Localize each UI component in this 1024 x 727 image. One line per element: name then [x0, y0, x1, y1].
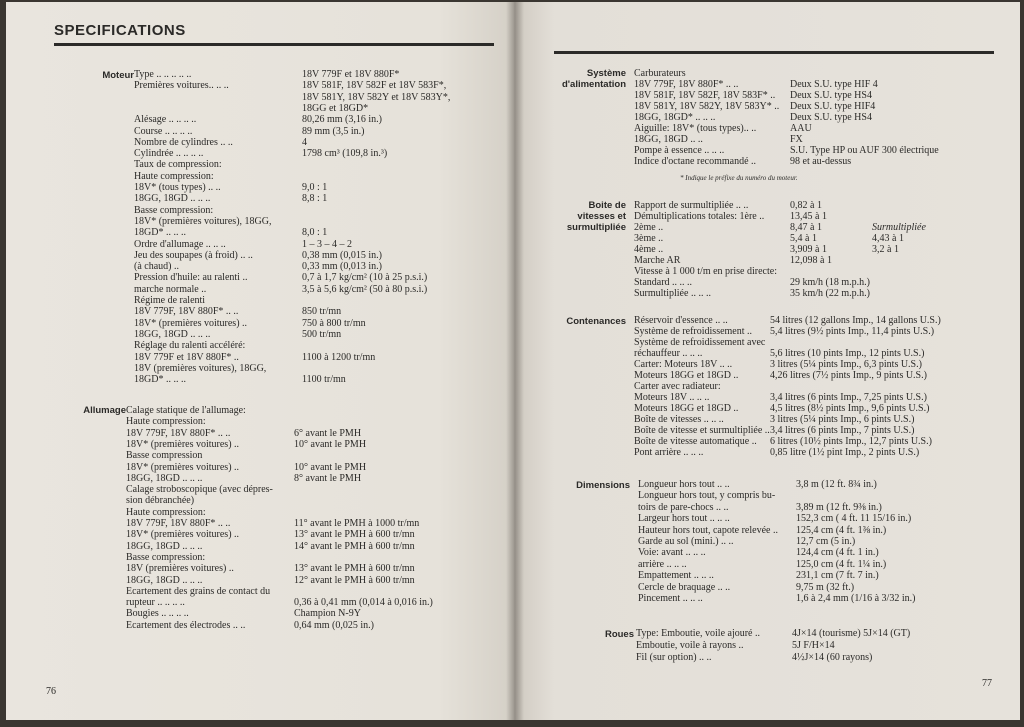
- spec-label: Haute compression:: [126, 416, 206, 428]
- spec-label: 18GG, 18GD .. .. ..: [134, 328, 211, 340]
- spec-value: 13,45 à 1: [790, 211, 827, 222]
- spec-value: 0,33 mm (0,013 in.): [302, 261, 382, 273]
- spec-label: Longueur hors tout .. ..: [638, 479, 730, 490]
- spec-value: 8° avant le PMH: [294, 472, 362, 484]
- spec-value: Champion N-9Y: [294, 608, 361, 620]
- spec-value: 1100 à 1200 tr/mn: [302, 351, 376, 363]
- spec-label: 18V* (premières voitures) ..: [134, 317, 248, 329]
- spec-label: Calage stroboscopique (avec dépres-: [126, 484, 273, 496]
- spec-value: 13° avant le PMH à 600 tr/mn: [294, 563, 415, 575]
- spec-value: 125,4 cm (4 ft. 1⅜ in.): [796, 524, 887, 536]
- spec-label: Standard .. .. ..: [634, 277, 693, 288]
- spec-value: 5J F/H×14: [792, 639, 835, 651]
- spec-label: 18V* (premières voitures) ..: [126, 438, 240, 450]
- spec-label: rupteur .. .. .. ..: [126, 597, 185, 609]
- spec-label: Surmultipliée .. .. ..: [634, 288, 711, 299]
- spec-label: Type: Emboutie, voile ajouré ..: [636, 628, 760, 639]
- spec-label: Pincement .. .. ..: [638, 593, 703, 604]
- spec-label: Carburateurs: [634, 68, 686, 79]
- spec-label: 18V 779F et 18V 880F* ..: [134, 351, 239, 363]
- spec-label: Voie: avant .. .. ..: [638, 547, 706, 559]
- title-rule: [54, 43, 494, 46]
- spec-label: 18GD* .. .. ..: [134, 227, 186, 239]
- spec-label: Réglage du ralenti accéléré:: [134, 340, 246, 352]
- spec-value: 6 litres (10½ pints Imp., 12,7 pints U.S.): [770, 436, 932, 447]
- open-manual: [6, 2, 1020, 724]
- section-label-allumage: Allumage: [83, 405, 126, 416]
- spec-label: arrière .. .. ..: [638, 558, 687, 570]
- spec-label: Empattement .. .. ..: [638, 570, 714, 582]
- spec-label: Boîte de vitesse et surmultipliée ..: [634, 425, 770, 436]
- spec-label: Indice d'octane recommandé ..: [634, 156, 757, 167]
- spec-value: 89 mm (3,5 in.): [302, 125, 365, 137]
- spec-label: 18GG, 18GD .. .. ..: [134, 193, 211, 205]
- spec-label: Système de refroidissement ..: [634, 326, 753, 337]
- spec-value: Deux S.U. type HS4: [790, 90, 872, 101]
- spec-value: 8,8 : 1: [302, 193, 328, 205]
- spec-label: Régime de ralenti: [134, 295, 206, 306]
- spec-label: 18GG, 18GD .. .. ..: [126, 540, 203, 552]
- spec-value: 4½J×14 (60 rayons): [792, 651, 873, 663]
- spec-value: Deux S.U. type HS4: [790, 112, 872, 123]
- spec-value: 0,85 litre (1½ pint Imp., 2 pints U.S.): [770, 447, 920, 458]
- spec-label: Cylindrée .. .. .. ..: [134, 148, 204, 160]
- spec-value: 3,4 litres (6 pints Imp., 7,25 pints U.S.): [770, 392, 927, 403]
- spec-label: 18V 581F, 18V 582F, 18V 583F* ..: [634, 90, 776, 101]
- spec-label: Pompe à essence .. .. ..: [634, 145, 725, 156]
- section-label-boite: [554, 200, 626, 233]
- spec-value: 1100 tr/mn: [302, 374, 346, 386]
- spec-label: Rapport de surmultipliée .. ..: [634, 200, 749, 211]
- spec-label: 2ème ..: [634, 222, 664, 233]
- spec-value: 13° avant le PMH à 600 tr/mn: [294, 529, 415, 541]
- spec-value: 12,098 à 1: [790, 255, 832, 266]
- spec-value: FX: [790, 134, 803, 145]
- spec-label: Bougies .. .. .. ..: [126, 608, 189, 620]
- spec-value: 0,64 mm (0,025 in.): [294, 619, 374, 631]
- spec-label: 18V 779F, 18V 880F* .. ..: [126, 518, 231, 529]
- section-label-roues: Roues: [604, 629, 634, 640]
- spec-label: Basse compression:: [134, 204, 214, 216]
- spec-value: 35 km/h (22 m.p.h.): [790, 288, 870, 299]
- spec-label: Cercle de braquage .. ..: [638, 581, 731, 593]
- spec-label: Ecartement des électrodes .. ..: [126, 619, 246, 631]
- spec-label: 18V* (premières voitures) ..: [126, 529, 240, 541]
- spec-value: 18GG et 18GD*: [302, 102, 369, 114]
- label-line: Boite de: [588, 200, 626, 211]
- spec-label: Fil (sur option) .. ..: [636, 651, 712, 663]
- spec-value: 125,0 cm (4 ft. 1¼ in.): [796, 558, 887, 570]
- spec-label: Nombre de cylindres .. ..: [134, 136, 233, 148]
- spec-label: Ordre d'allumage .. .. ..: [134, 238, 226, 250]
- spec-label: 18V 581Y, 18V 582Y, 18V 583Y* ..: [634, 101, 780, 112]
- book-gutter: [506, 2, 524, 720]
- spec-label: Basse compression:: [126, 551, 206, 563]
- spec-value: 18V 581Y, 18V 582Y et 18V 583Y*,: [302, 91, 451, 103]
- spec-value: 9,0 : 1: [302, 182, 328, 193]
- spec-label: Aiguille: 18V* (tous types).. ..: [634, 123, 757, 134]
- spec-value: 29 km/h (18 m.p.h.): [790, 277, 870, 288]
- spec-value: 231,1 cm (7 ft. 7 in.): [796, 570, 879, 582]
- spec-label: sion débranchée): [126, 495, 195, 507]
- spec-value-overdrive: 4,43 à 1: [872, 233, 904, 244]
- spec-label: (à chaud) ..: [134, 261, 179, 273]
- spec-label: 18GG, 18GD .. .. ..: [126, 574, 203, 586]
- spec-value: 750 à 800 tr/mn: [302, 317, 366, 329]
- spec-value: 18V 581F, 18V 582F et 18V 583F*,: [302, 80, 447, 92]
- footnote: * Indique le préfixe du numéro du moteur.: [680, 174, 798, 182]
- spec-value: 3,8 m (12 ft. 8¾ in.): [796, 479, 877, 490]
- spec-label: 18V* (tous types) .. ..: [134, 182, 221, 193]
- spec-label: Ecartement des grains de contact du: [126, 585, 271, 597]
- spec-value: 0,7 à 1,7 kg/cm² (10 à 25 p.s.i.): [302, 272, 428, 284]
- spec-value: 3 litres (5¼ pints Imp., 6 pints U.S.): [770, 414, 915, 425]
- spec-label: Système de refroidissement avec: [634, 337, 766, 348]
- spec-value: 54 litres (12 gallons Imp., 14 gallons U.S.): [770, 315, 941, 326]
- spec-label: Haute compression:: [126, 506, 206, 518]
- spec-label: 4ème ..: [634, 244, 664, 255]
- spec-label: réchauffeur .. .. ..: [634, 348, 703, 359]
- spec-label: Pont arrière .. .. ..: [634, 447, 704, 458]
- spec-label: toirs de pare-chocs .. ..: [638, 501, 729, 513]
- spec-value: 3,4 litres (6 pints Imp., 7 pints U.S.): [770, 425, 915, 436]
- spec-label: marche normale ..: [134, 283, 207, 295]
- spec-value: 98 et au-dessus: [790, 156, 852, 167]
- section-label-dimensions: Dimensions: [576, 480, 630, 491]
- spec-label: 18V 779F, 18V 880F* .. ..: [134, 306, 239, 318]
- spec-value: 18V 779F et 18V 880F*: [302, 69, 400, 80]
- spec-value: 4,26 litres (7½ pints Imp., 9 pints U.S.): [770, 370, 927, 381]
- spec-value: 80,26 mm (3,16 in.): [302, 114, 382, 126]
- spec-label: 3ème ..: [634, 233, 664, 244]
- spec-value: 10° avant le PMH: [294, 438, 367, 450]
- label-line: Système: [586, 68, 626, 79]
- spec-value: Deux S.U. type HIF 4: [790, 79, 878, 90]
- spec-label: Boîte de vitesse automatique ..: [634, 436, 757, 447]
- spec-label: Longueur hors tout, y compris bu-: [638, 490, 776, 502]
- spec-value: 6° avant le PMH: [294, 427, 362, 439]
- spec-value: 4: [302, 136, 307, 148]
- spec-label: 18V (premières voitures), 18GG,: [134, 362, 267, 374]
- spec-value: 9,75 m (32 ft.): [796, 581, 855, 593]
- section-label-systeme: [554, 68, 626, 90]
- spec-label: Moteurs 18GG et 18GD ..: [634, 403, 739, 414]
- spec-label: 18V 779F, 18V 880F* .. ..: [126, 427, 231, 439]
- spec-label: Haute compression:: [134, 170, 214, 182]
- spec-label: 18GD* .. .. ..: [134, 374, 186, 386]
- spec-label: Carter avec radiateur:: [634, 381, 721, 392]
- spec-label: Marche AR: [634, 255, 681, 266]
- spec-value: 3 litres (5¼ pints Imp., 6,3 pints U.S.): [770, 359, 922, 370]
- spec-value: 152,3 cm ( 4 ft. 11 15/16 in.): [796, 513, 912, 525]
- spec-value: 1,6 à 2,4 mm (1/16 à 3/32 in.): [796, 593, 916, 604]
- right-page: [514, 2, 1020, 720]
- spec-value: 5,6 litres (10 pints Imp., 12 pints U.S.): [770, 348, 925, 359]
- spec-label: Carter: Moteurs 18V .. ..: [634, 359, 733, 370]
- spec-label: Jeu des soupapes (à froid) .. ..: [134, 249, 253, 261]
- top-rule-right: [554, 51, 994, 54]
- spec-label: Boîte de vitesses .. .. ..: [634, 414, 724, 425]
- spec-value: Deux S.U. type HIF4: [790, 101, 876, 112]
- left-page: [6, 2, 514, 720]
- spec-value: 0,36 à 0,41 mm (0,014 à 0,016 in.): [294, 597, 433, 609]
- page-title: SPECIFICATIONS: [54, 22, 186, 39]
- spec-label: Basse compression: [126, 450, 203, 462]
- spec-value: 12,7 cm (5 in.): [796, 536, 856, 547]
- spec-label: Largeur hors tout .. .. ..: [638, 513, 730, 525]
- spec-label: 18GG, 18GD* .. .. ..: [634, 112, 716, 123]
- spec-value-overdrive: 3,2 à 1: [872, 244, 899, 255]
- spec-value: 1 – 3 – 4 – 2: [302, 238, 352, 250]
- spec-value: 3,89 m (12 ft. 9⅜ in.): [796, 501, 882, 513]
- spec-value: 3,5 à 5,6 kg/cm² (50 à 80 p.s.i.): [302, 283, 428, 295]
- spec-label: 18V (premières voitures) ..: [126, 563, 234, 575]
- spec-label: Hauteur hors tout, capote relevée ..: [638, 524, 778, 536]
- label-line: vitesses et: [577, 211, 626, 222]
- section-label-moteur: Moteur: [102, 70, 134, 81]
- spec-value: 3,909 à 1: [790, 244, 827, 255]
- spec-label: Réservoir d'essence .. ..: [634, 315, 728, 326]
- spec-value: 850 tr/mn: [302, 306, 342, 318]
- spec-value: 8,0 : 1: [302, 227, 328, 239]
- spec-label: Emboutie, voile à rayons ..: [636, 639, 744, 651]
- spec-value: 11° avant le PMH à 1000 tr/mn: [294, 518, 420, 529]
- spec-label: Type .. .. .. .. ..: [134, 69, 192, 80]
- spec-value: 10° avant le PMH: [294, 461, 367, 473]
- spec-label: Alésage .. .. .. ..: [134, 114, 197, 126]
- spec-value: 1798 cm³ (109,8 in.³): [302, 148, 388, 160]
- spec-value: 4,5 litres (8½ pints Imp., 9,6 pints U.S.): [770, 403, 930, 414]
- spec-value: 14° avant le PMH à 600 tr/mn: [294, 540, 415, 552]
- spec-label: 18GG, 18GD .. ..: [634, 134, 703, 145]
- page-number-left: 76: [46, 686, 56, 697]
- spec-value: 124,4 cm (4 ft. 1 in.): [796, 547, 879, 559]
- spec-label: 18GG, 18GD .. .. ..: [126, 472, 203, 484]
- spec-value: 5,4 litres (9½ pints Imp., 11,4 pints U.S.): [770, 326, 935, 337]
- spec-label: Moteurs 18V .. .. ..: [634, 392, 710, 403]
- spec-value: 12° avant le PMH à 600 tr/mn: [294, 574, 415, 586]
- spec-value: AAU: [790, 123, 812, 134]
- spec-label: 18V* (premières voitures), 18GG,: [134, 215, 272, 227]
- spec-value: 8,47 à 1: [790, 222, 822, 233]
- spec-value: 0,82 à 1: [790, 200, 822, 211]
- section-label-contenances: Contenances: [566, 316, 626, 327]
- spec-value: 0,38 mm (0,015 in.): [302, 249, 382, 261]
- spec-value: 4J×14 (tourisme) 5J×14 (GT): [792, 628, 911, 639]
- spec-value: 500 tr/mn: [302, 328, 342, 340]
- spec-label: Premières voitures.. .. ..: [134, 80, 229, 92]
- page-number-right: 77: [982, 678, 992, 689]
- spec-label: Vitesse à 1 000 t/m en prise directe:: [634, 266, 777, 277]
- spec-label: Pression d'huile: au ralenti ..: [134, 272, 248, 284]
- spec-label: 18V 779F, 18V 880F* .. ..: [634, 79, 739, 90]
- label-line: surmultipliée: [566, 222, 626, 233]
- spec-label: Taux de compression:: [134, 159, 222, 171]
- spec-label: Calage statique de l'allumage:: [126, 405, 246, 416]
- spec-value: 5,4 à 1: [790, 233, 817, 244]
- spec-value-overdrive: Surmultipliée: [872, 222, 926, 233]
- spec-label: Garde au sol (mini.) .. ..: [638, 536, 734, 547]
- spec-value: S.U. Type HP ou AUF 300 électrique: [790, 145, 939, 156]
- spec-label: Course .. .. .. ..: [134, 125, 193, 137]
- spec-label: Moteurs 18GG et 18GD ..: [634, 370, 739, 381]
- spec-label: 18V* (premières voitures) ..: [126, 461, 240, 473]
- spec-label: Démultiplications totales: 1ère ..: [634, 211, 765, 222]
- label-line: d'alimentation: [561, 79, 626, 90]
